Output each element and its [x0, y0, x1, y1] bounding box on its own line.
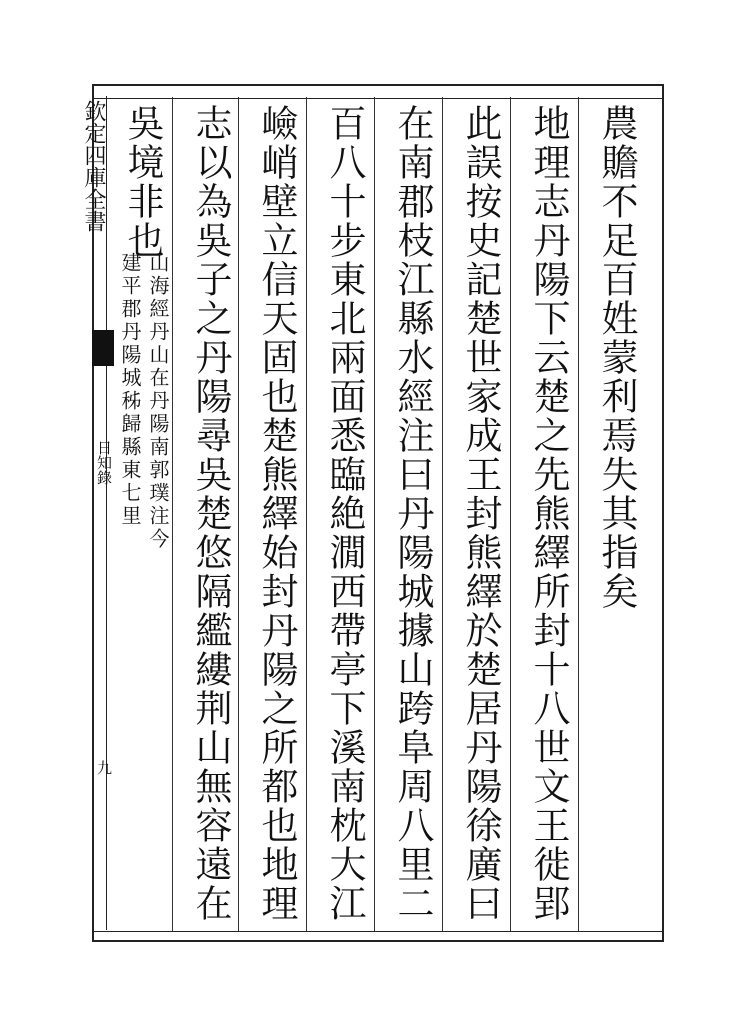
text-column-2: 地理志丹陽下云楚之先熊繹所封十八世文王徙郢 — [527, 104, 570, 923]
column-rule — [374, 97, 375, 931]
column-rule — [510, 97, 511, 931]
text-column-5: 百八十步東北兩面悉臨絶㵎西帶亭下溪南枕大江 — [323, 104, 366, 923]
commentary-left-line: 建平郡丹陽城秭歸縣東七里 — [118, 252, 142, 528]
text-column-1: 農贍不足百姓蒙利焉失其指矣 — [595, 104, 638, 611]
column-rule — [442, 97, 443, 931]
column-rule — [578, 97, 579, 931]
text-column-8 — [114, 104, 170, 924]
text-column-8-main: 吳境非也 — [121, 104, 164, 260]
gutter-top-text: 欽定四庫全書 — [81, 100, 106, 232]
text-column-4: 在南郡枝江縣水經注曰丹陽城據山跨阜周八里二 — [391, 104, 434, 923]
gutter-book-title: 日知錄 — [95, 440, 113, 485]
column-rule — [172, 97, 173, 931]
gutter-page-number: 九 — [95, 760, 113, 775]
column-rule — [238, 97, 239, 931]
commentary-right-line: 山海經丹山在丹陽南郭璞注今 — [146, 252, 170, 551]
text-column-6: 嶮峭壁立信天固也楚熊繹始封丹陽之所都也地理 — [255, 104, 298, 923]
column-rule — [306, 97, 307, 931]
gutter-fishtail-mark — [92, 330, 114, 366]
text-column-3: 此誤按史記楚世家成王封熊繹於楚居丹陽徐廣曰 — [459, 104, 502, 923]
text-column-7: 志以為吳子之丹陽尋吳楚悠隔繿縷荆山無容遠在 — [189, 104, 232, 923]
